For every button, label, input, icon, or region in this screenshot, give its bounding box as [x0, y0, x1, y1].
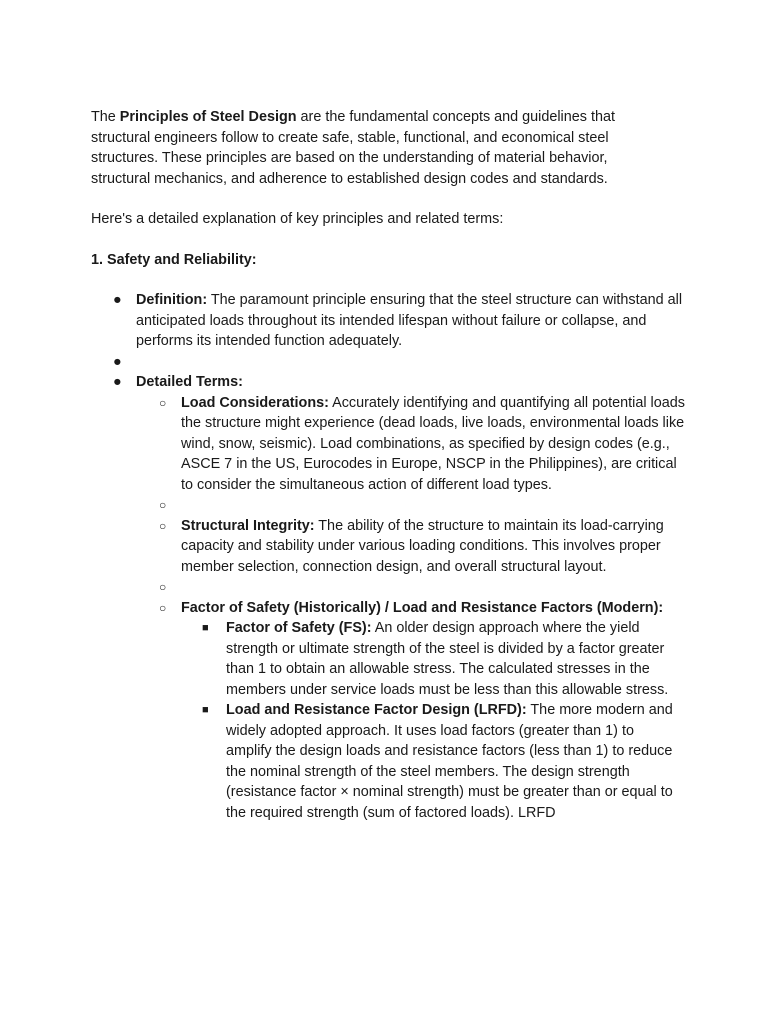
intro-prefix: The — [91, 109, 120, 125]
empty-bullet-item — [91, 352, 691, 373]
definition-label: Definition: — [136, 292, 208, 308]
detailed-terms-list — [136, 393, 691, 824]
factor-heading: Factor of Safety (Historically) / Load and Resistance Factors (Modern): — [181, 599, 664, 616]
bullet-marker: ● — [113, 353, 122, 370]
intro-bold-term: Principles of Steel Design — [119, 109, 297, 125]
factor-of-safety-item — [181, 618, 681, 700]
circle-marker: ○ — [159, 498, 167, 512]
lead-paragraph: Here's a detailed explanation of key principles and related terms: — [91, 211, 504, 227]
square-marker: ■ — [202, 622, 209, 634]
load-considerations-text: Accurately identifying and quantifying all potential loads the structure might experience (dead loads, live loads, environmental loads like wind, snow, seismic). Load combinations, as specified by design codes (e.g., ASCE 7 in the US, Eurocodes in Europe, NSCP in the Philippines), are critical to consider the simultaneous action of different load types. — [181, 394, 685, 493]
document-page — [91, 107, 691, 823]
intro-suffix: are the fundamental concepts and guidelines that structural engineers follow to create safe, stable, functional, and economical steel structures. These principles are based on the understanding of material behavior, structural mechanics, and adherence to established design codes and standards. — [91, 109, 615, 187]
intro-paragraph — [91, 107, 651, 189]
structural-integrity-label: Structural Integrity: — [181, 517, 315, 534]
section-heading: 1. Safety and Reliability: — [91, 251, 257, 268]
bullet-marker: ● — [113, 292, 122, 308]
lrfd-label: Load and Resistance Factor Design (LRFD): — [226, 702, 527, 718]
bullet-marker: ● — [113, 374, 122, 390]
factor-item — [136, 598, 691, 824]
factor-of-safety-text: An older design approach where the yield strength or ultimate strength of the steel is divided by a factor greater than 1 to obtain an allowable stress. The calculated stresses in the members under service loads must be less than this allowable stress. — [226, 620, 669, 698]
circle-marker: ○ — [159, 600, 167, 615]
load-considerations-label: Load Considerations: — [181, 394, 329, 411]
lrfd-item — [181, 700, 681, 823]
circle-marker: ○ — [159, 580, 167, 594]
empty-circle-item — [136, 495, 691, 516]
square-marker: ■ — [202, 704, 209, 716]
detailed-terms-item — [91, 372, 691, 823]
structural-integrity-item — [136, 516, 691, 578]
structural-integrity-text: The ability of the structure to maintain its load-carrying capacity and stability under various loading conditions. This involves proper member selection, connection design, and overall structural layout. — [181, 517, 664, 575]
definition-text: The paramount principle ensuring that the steel structure can withstand all anticipated loads throughout its intended lifespan without failure or collapse, and performs its intended function adequately. — [136, 292, 683, 349]
empty-circle-item — [136, 577, 691, 598]
definition-item — [91, 290, 691, 352]
circle-marker: ○ — [159, 395, 167, 410]
detailed-terms-label: Detailed Terms: — [136, 374, 243, 390]
circle-marker: ○ — [159, 518, 167, 533]
lrfd-text: The more modern and widely adopted approach. It uses load factors (greater than 1) to amplify the design loads and resistance factors (less than 1) to reduce the nominal strength of the steel members. The design strength (resistance factor × nominal strength) must be greater than or equal to the required strength (sum of factored loads). LRFD — [226, 702, 673, 821]
factor-list — [181, 618, 691, 823]
factor-of-safety-label: Factor of Safety (FS): — [226, 620, 372, 636]
load-considerations-item — [136, 393, 691, 496]
principles-list — [91, 290, 691, 823]
